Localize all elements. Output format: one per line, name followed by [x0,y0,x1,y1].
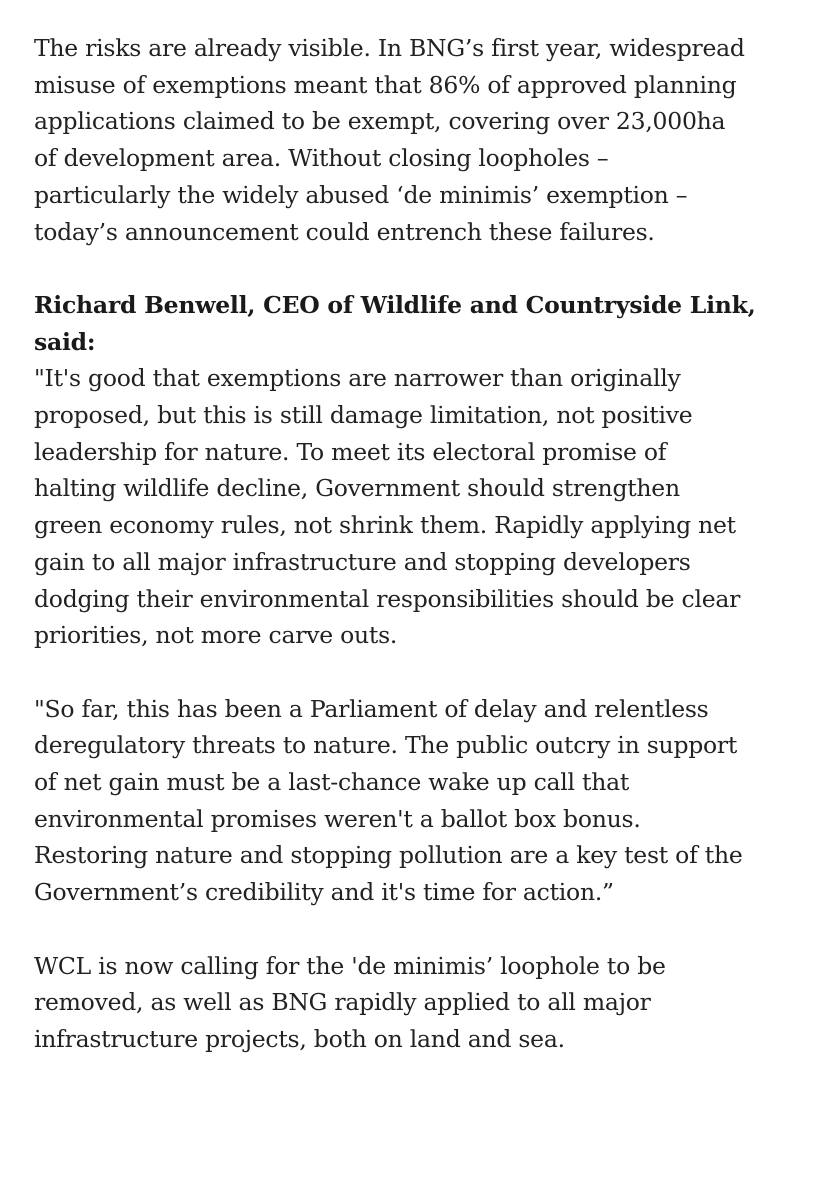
paragraph-spacer [34,911,804,948]
text-line: WCL is now calling for the 'de minimis’ loophole to be [34,951,666,980]
text-line: Restoring nature and stopping pollution are a key test of the [34,841,743,870]
text-line: Government’s credibility and it's time for action.” [34,878,614,907]
text-line: "It's good that exemptions are narrower than originally [34,364,681,393]
text-line: of development area. Without closing loopholes – [34,144,609,173]
paragraph-risks [34,30,804,250]
text-line: priorities, not more carve outs. [34,621,398,650]
text-line: dodging their environmental responsibilities should be clear [34,584,741,613]
paragraph-call-to-action [34,948,804,1058]
text-line: green economy rules, not shrink them. Rapidly applying net [34,511,736,540]
quote-paragraph-one [34,360,804,654]
text-line: proposed, but this is still damage limitation, not positive [34,401,693,430]
text-line: applications claimed to be exempt, covering over 23,000ha [34,107,726,136]
text-line: Richard Benwell, CEO of Wildlife and Countryside Link, [34,290,756,319]
text-line: gain to all major infrastructure and stopping developers [34,547,691,576]
paragraph-spacer [34,250,804,287]
text-line: infrastructure projects, both on land and sea. [34,1024,565,1053]
text-line: leadership for nature. To meet its electoral promise of [34,437,667,466]
text-line: today’s announcement could entrench these failures. [34,217,655,246]
text-line: The risks are already visible. In BNG’s first year, widespread [34,34,745,62]
text-line: of net gain must be a last-chance wake up call that [34,768,630,797]
article-body [34,30,804,1058]
text-line: deregulatory threats to nature. The public outcry in support [34,731,738,760]
quote-paragraph-two [34,691,804,911]
text-line: removed, as well as BNG rapidly applied to all major [34,988,651,1017]
text-line: particularly the widely abused ‘de minimis’ exemption – [34,180,688,209]
text-line: said: [34,327,96,356]
speaker-attribution [34,287,804,360]
text-line: environmental promises weren't a ballot box bonus. [34,804,641,833]
text-line: misuse of exemptions meant that 86% of approved planning [34,70,737,99]
text-line: "So far, this has been a Parliament of delay and relentless [34,694,709,723]
text-line: halting wildlife decline, Government should strengthen [34,474,680,503]
paragraph-spacer [34,654,804,691]
